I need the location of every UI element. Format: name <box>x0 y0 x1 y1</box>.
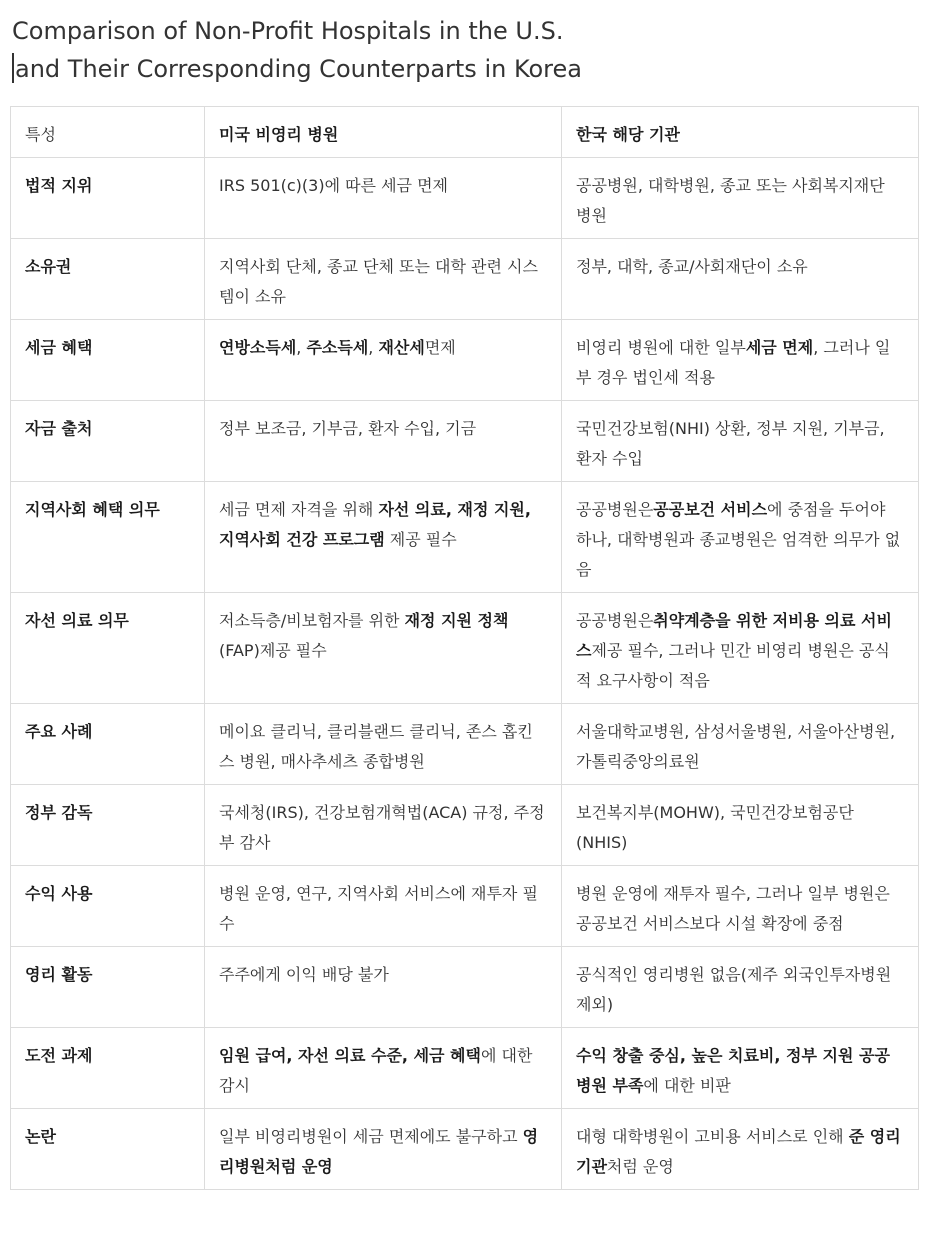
header-characteristic: 특성 <box>11 107 205 158</box>
row-label: 자선 의료 의무 <box>11 593 205 704</box>
text: 공공병원, 대학병원, 종교 또는 사회복지재단 병원 <box>576 176 885 225</box>
bold-text: 재산세 <box>378 338 425 357</box>
row-label: 정부 감독 <box>11 785 205 866</box>
korea-cell <box>562 239 919 320</box>
header-us-nonprofit: 미국 비영리 병원 <box>205 107 562 158</box>
text: IRS 501(c)(3)에 따른 세금 면제 <box>219 176 449 195</box>
text: 에 중점을 두어야 하나, 대학병원과 종교병원은 엄격한 의무가 없음 <box>576 500 901 579</box>
text: 저소득층/비보험자를 위한 <box>219 611 405 630</box>
us-cell <box>205 320 562 401</box>
title-line-2 <box>12 50 922 88</box>
table-row <box>11 785 919 866</box>
korea-cell <box>562 158 919 239</box>
text: 제공 필수, 그러나 민간 비영리 병원은 공식적 요구사항이 적음 <box>576 641 890 690</box>
table-row <box>11 320 919 401</box>
text: 에 대한 감시 <box>219 1046 533 1095</box>
text: (FAP)제공 필수 <box>219 641 327 660</box>
text: 공식적인 영리병원 없음(제주 외국인투자병원 제외) <box>576 965 892 1014</box>
us-cell <box>205 785 562 866</box>
korea-cell <box>562 482 919 593</box>
text: , 그러나 일부 경우 법인세 적용 <box>576 338 891 387</box>
us-cell <box>205 1028 562 1109</box>
bold-text: 주소득세 <box>306 338 369 357</box>
text: 국세청(IRS), 건강보험개혁법(ACA) 규정, 주정부 감사 <box>219 803 545 852</box>
table-row <box>11 947 919 1028</box>
bold-text: 임원 급여, 자선 의료 수준, 세금 혜택 <box>219 1046 481 1065</box>
table-row <box>11 1028 919 1109</box>
us-cell <box>205 482 562 593</box>
text: 주주에게 이익 배당 불가 <box>219 965 389 984</box>
text: 지역사회 단체, 종교 단체 또는 대학 관련 시스템이 소유 <box>219 257 538 306</box>
text: , <box>368 338 379 357</box>
table-row <box>11 866 919 947</box>
us-cell <box>205 239 562 320</box>
text-cursor <box>12 53 14 83</box>
row-label: 논란 <box>11 1109 205 1190</box>
table-row <box>11 1109 919 1190</box>
korea-cell <box>562 1109 919 1190</box>
text: 정부, 대학, 종교/사회재단이 소유 <box>576 257 808 276</box>
bold-text: 재정 지원 정책 <box>404 611 509 630</box>
us-cell <box>205 158 562 239</box>
us-cell <box>205 704 562 785</box>
text: 공공병원은 <box>576 500 654 519</box>
header-korea-counterpart: 한국 해당 기관 <box>562 107 919 158</box>
text: 병원 운영, 연구, 지역사회 서비스에 재투자 필수 <box>219 884 538 933</box>
us-cell <box>205 947 562 1028</box>
row-label: 자금 출처 <box>11 401 205 482</box>
row-label: 영리 활동 <box>11 947 205 1028</box>
table-row <box>11 158 919 239</box>
table-row <box>11 704 919 785</box>
row-label: 수익 사용 <box>11 866 205 947</box>
text: 메이요 클리닉, 클리블랜드 클리닉, 존스 홉킨스 병원, 매사추세츠 종합병원 <box>219 722 533 771</box>
text: 비영리 병원에 대한 일부 <box>576 338 746 357</box>
korea-cell <box>562 704 919 785</box>
text: 제공 필수 <box>384 530 457 549</box>
row-label: 세금 혜택 <box>11 320 205 401</box>
bold-text: 연방소득세 <box>219 338 297 357</box>
row-label: 주요 사례 <box>11 704 205 785</box>
table-header-row <box>11 107 919 158</box>
text: , <box>296 338 307 357</box>
text: 공공병원은 <box>576 611 654 630</box>
korea-cell <box>562 947 919 1028</box>
korea-cell <box>562 401 919 482</box>
comparison-table <box>10 106 919 1190</box>
us-cell <box>205 866 562 947</box>
row-label: 소유권 <box>11 239 205 320</box>
korea-cell <box>562 320 919 401</box>
bold-text: 준 영리 기관 <box>576 1127 901 1176</box>
korea-cell <box>562 866 919 947</box>
bold-text: 취약계층을 위한 저비용 의료 서비스 <box>576 611 892 660</box>
row-label: 도전 과제 <box>11 1028 205 1109</box>
text: 정부 보조금, 기부금, 환자 수입, 기금 <box>219 419 477 438</box>
row-label: 법적 지위 <box>11 158 205 239</box>
table-row <box>11 401 919 482</box>
us-cell <box>205 593 562 704</box>
text: 에 대한 비판 <box>643 1076 731 1095</box>
text: 보건복지부(MOHW), 국민건강보험공단(NHIS) <box>576 803 854 852</box>
table-row <box>11 482 919 593</box>
korea-cell <box>562 1028 919 1109</box>
text: 세금 면제 자격을 위해 <box>219 500 379 519</box>
text: 서울대학교병원, 삼성서울병원, 서울아산병원, 가톨릭중앙의료원 <box>576 722 896 771</box>
us-cell <box>205 1109 562 1190</box>
document-title <box>12 12 922 88</box>
text: 면제 <box>424 338 456 357</box>
table-row <box>11 239 919 320</box>
row-label: 지역사회 혜택 의무 <box>11 482 205 593</box>
text: 대형 대학병원이 고비용 서비스로 인해 <box>576 1127 849 1146</box>
korea-cell <box>562 785 919 866</box>
korea-cell <box>562 593 919 704</box>
bold-text: 세금 면제 <box>745 338 814 357</box>
bold-text: 영리병원처럼 운영 <box>219 1127 539 1176</box>
text: 국민건강보험(NHI) 상환, 정부 지원, 기부금, 환자 수입 <box>576 419 885 468</box>
title-line-2-text: and Their Corresponding Counterparts in Korea <box>15 55 582 83</box>
bold-text: 공공보건 서비스 <box>653 500 768 519</box>
us-cell <box>205 401 562 482</box>
title-line-1: Comparison of Non-Profit Hospitals in the U.S. <box>12 17 564 45</box>
bold-text: 수익 창출 중심, 높은 치료비, 정부 지원 공공병원 부족 <box>576 1046 890 1095</box>
text: 병원 운영에 재투자 필수, 그러나 일부 병원은 공공보건 서비스보다 시설 확장에 중점 <box>576 884 890 933</box>
text: 일부 비영리병원이 세금 면제에도 불구하고 <box>219 1127 523 1146</box>
text: 처럼 운영 <box>606 1157 674 1176</box>
table-row <box>11 593 919 704</box>
bold-text: 자선 의료, 재정 지원, 지역사회 건강 프로그램 <box>219 500 531 549</box>
